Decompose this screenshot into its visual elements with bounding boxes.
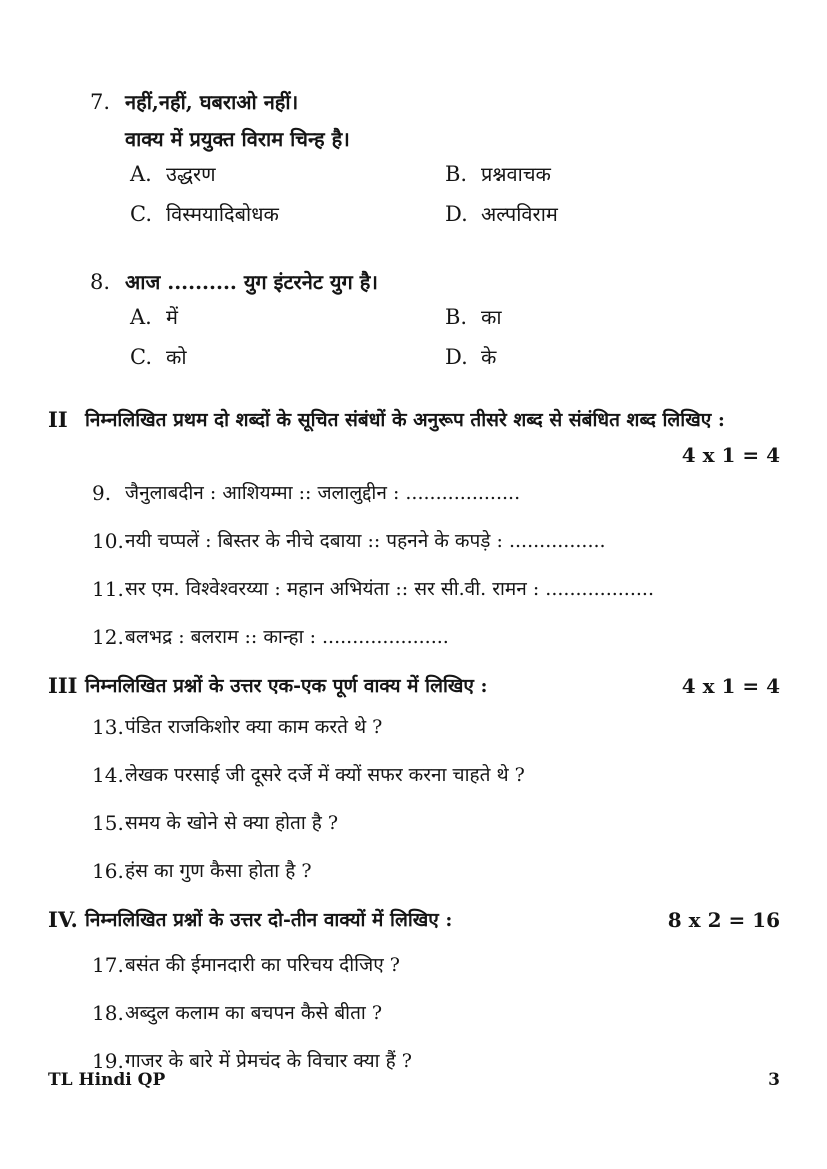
option-letter: A. [130, 305, 152, 329]
option-text: उद्धरण [166, 162, 216, 186]
question-number: 16. [92, 859, 124, 883]
question-7-stem-row [90, 84, 780, 158]
question-stem [125, 84, 350, 158]
page-footer [48, 1070, 780, 1090]
option-letter: D. [445, 345, 468, 369]
option-text: प्रश्नवाचक [481, 162, 551, 186]
section-heading-row [48, 905, 780, 935]
option-text: का [481, 305, 502, 329]
section-numeral: II [48, 407, 68, 432]
section-heading-line [85, 405, 780, 435]
question-9 [92, 479, 780, 507]
option-letter: B. [445, 305, 468, 329]
option-d [445, 200, 780, 228]
section-title: निम्नलिखित प्रथम दो शब्दों के सूचित संबंधों के अनुरूप तीसरे शब्द से संबंधित शब्द लिखिए : [85, 409, 725, 431]
question-number: 12. [92, 625, 124, 649]
question-17 [92, 951, 780, 979]
question-text: जैनुलाबदीन : आशियम्मा :: जलालुद्दीन : ................... [125, 482, 521, 504]
question-text: हंस का गुण कैसा होता है ? [125, 860, 312, 882]
section-heading-row [48, 671, 780, 701]
options-grid [130, 160, 780, 228]
question-number: 13. [92, 715, 124, 739]
section-heading-line [85, 905, 780, 935]
question-number: 14. [92, 763, 124, 787]
question-text-line: वाक्य में प्रयुक्त विराम चिन्ह है। [125, 127, 350, 151]
option-text: में [166, 305, 178, 329]
question-number: 8. [90, 270, 111, 294]
section-3 [48, 671, 780, 885]
section-numeral: III [48, 673, 78, 698]
question-8 [90, 264, 780, 371]
question-number: 19. [92, 1049, 124, 1073]
question-text: बलभद्र : बलराम :: कान्हा : ..................... [125, 626, 449, 648]
question-stem [125, 264, 378, 301]
option-letter: B. [445, 162, 468, 186]
option-text: के [481, 345, 497, 369]
section-title: निम्नलिखित प्रश्नों के उत्तर एक-एक पूर्ण वाक्य में लिखिए : [85, 675, 488, 697]
option-letter: C. [130, 345, 152, 369]
question-14 [92, 761, 780, 789]
question-text: समय के खोने से क्या होता है ? [125, 812, 339, 834]
question-number: 9. [92, 481, 112, 505]
section-title: निम्नलिखित प्रश्नों के उत्तर दो-तीन वाक्यों में लिखिए : [85, 909, 453, 931]
section-marks: 4 x 1 = 4 [681, 443, 780, 467]
question-18 [92, 999, 780, 1027]
question-text: अब्दुल कलाम का बचपन कैसे बीता ? [125, 1002, 383, 1024]
section-questions [48, 951, 780, 1075]
options-grid [130, 303, 780, 371]
option-letter: D. [445, 202, 468, 226]
section-heading-line [85, 671, 780, 701]
section-questions [48, 479, 780, 651]
question-text: सर एम. विश्वेश्वरय्या : महान अभियंता :: सर सी.वी. रामन : .................. [125, 578, 655, 600]
question-number: 15. [92, 811, 124, 835]
option-b [445, 160, 780, 188]
option-letter: A. [130, 162, 152, 186]
option-a [130, 160, 445, 188]
page-number: 3 [768, 1070, 780, 1090]
option-c [130, 200, 445, 228]
question-text: गाजर के बारे में प्रेमचंद के विचार क्या हैं ? [125, 1050, 412, 1072]
question-8-stem-row [90, 264, 780, 301]
section-marks: 4 x 1 = 4 [681, 674, 780, 698]
question-text: लेखक परसाई जी दूसरे दर्जे में क्यों सफर करना चाहते थे ? [125, 764, 525, 786]
question-13 [92, 713, 780, 741]
section-numeral: IV. [48, 907, 78, 932]
question-text: नयी चप्पलें : बिस्तर के नीचे दबाया :: पहनने के कपड़े : ................ [125, 530, 606, 552]
question-7 [90, 84, 780, 228]
option-b [445, 303, 780, 331]
option-c [130, 343, 445, 371]
section-heading-row [48, 405, 780, 435]
section-4 [48, 905, 780, 1075]
section-2 [48, 405, 780, 651]
question-12 [92, 623, 780, 651]
section-marks: 8 x 2 = 16 [667, 908, 780, 932]
question-number: 10. [92, 529, 124, 553]
footer-paper-code: TL Hindi QP [48, 1070, 166, 1090]
option-letter: C. [130, 202, 152, 226]
question-number: 17. [92, 953, 124, 977]
question-10 [92, 527, 780, 555]
question-11 [92, 575, 780, 603]
option-text: अल्पविराम [481, 202, 558, 226]
question-text-line: आज .......... युग इंटरनेट युग है। [125, 270, 378, 294]
question-number: 7. [90, 90, 111, 114]
question-text: बसंत की ईमानदारी का परिचय दीजिए ? [125, 954, 400, 976]
question-text: पंडित राजकिशोर क्या काम करते थे ? [125, 716, 383, 738]
question-15 [92, 809, 780, 837]
option-text: विस्मयादिबोधक [166, 202, 279, 226]
question-16 [92, 857, 780, 885]
question-text-line: नहीं,नहीं, घबराओ नहीं। [125, 90, 299, 114]
question-number: 11. [92, 577, 124, 601]
option-d [445, 343, 780, 371]
section-questions [48, 713, 780, 885]
option-a [130, 303, 445, 331]
question-number: 18. [92, 1001, 124, 1025]
option-text: को [166, 345, 187, 369]
